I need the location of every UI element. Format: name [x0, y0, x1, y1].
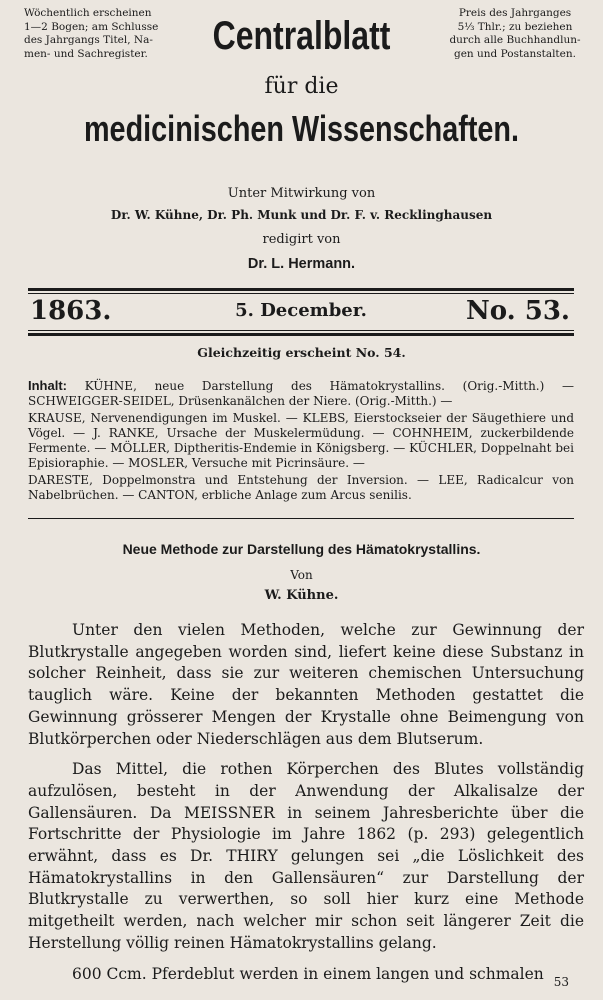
note-line: Wöchentlich erscheinen — [24, 7, 152, 19]
journal-subtitle: für die — [264, 74, 339, 99]
note-line: 5⅓ Thlr.; zu beziehen — [457, 20, 573, 33]
editors-line: Dr. W. Kühne, Dr. Ph. Munk und Dr. F. v. Recklinghausen — [110, 208, 493, 222]
note-line: men- und Sachregister. — [24, 47, 148, 60]
contents-paragraph — [28, 378, 574, 409]
issue-rule-bottom — [28, 333, 574, 336]
journal-title-main: medicinischen Wissenschaften. — [83, 108, 520, 149]
header-rule-thin — [28, 293, 574, 294]
body-paragraph: Das Mittel, die rothen Körperchen des Blutes vollständig aufzulösen, besteht in der Anwendung der Alkalisalze der Gallensäuren. Da MEISSNER in seinem Jahresberichte über die Fortschritte der Physiologie im Jahre 1862 (p. 293) gelegentlich erwähnt, dass es Dr. THIRY gelungen sei „die Löslichkeit des Hämatokrystallins in den Gallensäuren“ zur Darstellung der Blutkrystalle zu verwerthen, so soll hier kurz eine Methode mitgetheilt werden, nach welcher mir schon seit längerer Zeit die Herstellung völlig reinen Hämatokrystallins gelang. — [28, 760, 584, 952]
collaboration-line: Unter Mitwirkung von — [227, 186, 376, 201]
simultaneous-issue-note: Gleichzeitig erscheint No. 54. — [197, 345, 406, 360]
issue-rule-thin — [28, 330, 574, 331]
article-von: Von — [290, 568, 313, 582]
article-body — [28, 620, 584, 994]
contents-rule — [28, 518, 574, 519]
note-line: des Jahrgangs Titel, Na- — [24, 34, 153, 47]
page-number: 53 — [553, 975, 569, 989]
issue-year: 1863. — [30, 296, 112, 326]
note-line: gen und Postanstalten. — [454, 47, 576, 60]
note-line: Preis des Jahrganges — [458, 7, 572, 19]
contents-paragraph: KRAUSE, Nervenendigungen im Muskel. — KLEBS, Eierstockseier der Säugethiere und Vögel. — J. RANKE, Ursache der Muskelermüdung. — COHNHEIM, zuckerbildende Fermente. — MÖLLER, Diptheritis-Endemie in Königsberg. — KÜCHLER, Doppelnaht bei Episioraphie. — MOSLER, Versuche mit Picrinsäure. — — [28, 411, 574, 470]
issue-number: No. 53. — [466, 296, 570, 326]
issue-date: 5. December. — [235, 300, 367, 321]
note-line: durch alle Buchhandlun- — [449, 34, 581, 47]
issue-bar — [28, 296, 574, 326]
article-author: W. Kühne. — [264, 588, 339, 603]
chief-editor: Dr. L. Hermann. — [247, 256, 356, 272]
redigirt-line: redigirt von — [262, 232, 341, 247]
body-paragraph: 600 Ccm. Pferdeblut werden in einem langen und schmalen — [72, 964, 544, 983]
contents-paragraph: DARESTE, Doppelmonstra und Entstehung der Inversion. — LEE, Radicalcur von Nabelbrüchen. — CANTON, erbliche Anlage zum Arcus senilis. — [28, 473, 574, 502]
header-rule-top — [28, 288, 574, 291]
article-title: Neue Methode zur Darstellung des Hämatokrystallins. — [122, 541, 481, 557]
contents-text: KÜHNE, neue Darstellung des Hämatokrystallins. (Orig.-Mitth.) — SCHWEIGGER-SEIDEL, Drüsenkanälchen der Niere. (Orig.-Mitth.) — — [28, 379, 574, 408]
contents-label: Inhalt: — [28, 378, 67, 393]
journal-title: Centralblatt — [212, 14, 391, 58]
note-line: 1—2 Bogen; am Schlusse — [24, 20, 159, 33]
contents-section — [28, 378, 574, 505]
body-paragraph: Unter den vielen Methoden, welche zur Gewinnung der Blutkrystalle angegeben worden sind, liefert keine diese Substanz in solcher Reinheit, dass sie zur weiteren chemischen Untersuchung tauglich wäre. Keine der bekannten Methoden gestattet die Gewinnung grösserer Mengen der Krystalle ohne Beimengung von Blutkörperchen oder Niederschlägen aus dem Blutserum. — [28, 621, 584, 748]
